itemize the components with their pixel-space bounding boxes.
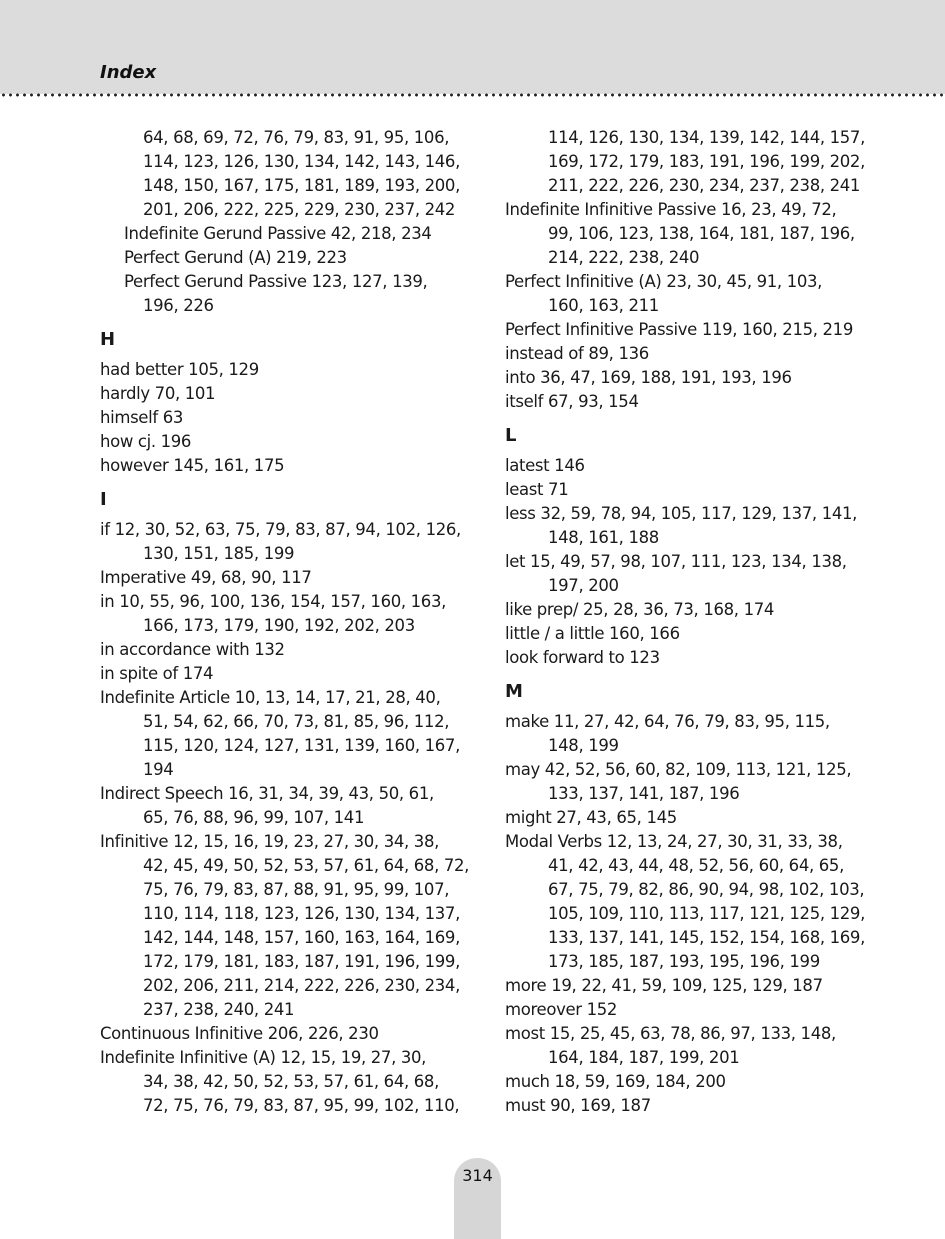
index-entry: Imperative 49, 68, 90, 117 xyxy=(100,568,312,587)
index-entry-continuation: 99, 106, 123, 138, 164, 181, 187, 196, xyxy=(548,224,855,243)
index-entry: into 36, 47, 169, 188, 191, 193, 196 xyxy=(505,368,792,387)
index-entry-continuation: 173, 185, 187, 193, 195, 196, 199 xyxy=(548,952,820,971)
index-entry: himself 63 xyxy=(100,408,183,427)
index-subentry: Indefinite Gerund Passive 42, 218, 234 xyxy=(124,224,432,243)
index-letter-heading: I xyxy=(100,489,107,510)
index-entry-continuation: 41, 42, 43, 44, 48, 52, 56, 60, 64, 65, xyxy=(548,856,844,875)
index-entry-continuation: 130, 151, 185, 199 xyxy=(143,544,295,563)
index-entry-continuation: 148, 199 xyxy=(548,736,619,755)
index-entry-continuation: 169, 172, 179, 183, 191, 196, 199, 202, xyxy=(548,152,865,171)
index-entry-continuation: 164, 184, 187, 199, 201 xyxy=(548,1048,740,1067)
page-header xyxy=(0,0,945,94)
index-entry: might 27, 43, 65, 145 xyxy=(505,808,677,827)
dotted-divider xyxy=(0,92,945,98)
index-entry-continuation: 194 xyxy=(143,760,174,779)
index-entry-continuation: 110, 114, 118, 123, 126, 130, 134, 137, xyxy=(143,904,460,923)
index-letter-heading: M xyxy=(505,681,523,702)
index-entry: Indefinite Article 10, 13, 14, 17, 21, 28, 40, xyxy=(100,688,441,707)
index-entry-continuation: 201, 206, 222, 225, 229, 230, 237, 242 xyxy=(143,200,456,219)
index-entry: Indefinite Infinitive (A) 12, 15, 19, 27, 30, xyxy=(100,1048,427,1067)
index-entry: must 90, 169, 187 xyxy=(505,1096,651,1115)
index-entry: let 15, 49, 57, 98, 107, 111, 123, 134, 138, xyxy=(505,552,847,571)
index-entry: moreover 152 xyxy=(505,1000,618,1019)
index-entry: less 32, 59, 78, 94, 105, 117, 129, 137, 141, xyxy=(505,504,858,523)
index-entry-continuation: 196, 226 xyxy=(143,296,214,315)
index-entry: least 71 xyxy=(505,480,569,499)
index-entry: however 145, 161, 175 xyxy=(100,456,285,475)
index-entry-continuation: 115, 120, 124, 127, 131, 139, 160, 167, xyxy=(143,736,460,755)
section-title: Index xyxy=(100,62,157,83)
index-entry: most 15, 25, 45, 63, 78, 86, 97, 133, 148, xyxy=(505,1024,836,1043)
index-entry-continuation: 72, 75, 76, 79, 83, 87, 95, 99, 102, 110, xyxy=(143,1096,460,1115)
index-entry-continuation: 51, 54, 62, 66, 70, 73, 81, 85, 96, 112, xyxy=(143,712,450,731)
index-column-left xyxy=(100,126,470,1118)
index-entry: more 19, 22, 41, 59, 109, 125, 129, 187 xyxy=(505,976,823,995)
index-entry: latest 146 xyxy=(505,456,585,475)
index-entry-continuation: 202, 206, 211, 214, 222, 226, 230, 234, xyxy=(143,976,460,995)
index-entry: itself 67, 93, 154 xyxy=(505,392,639,411)
index-entry: Perfect Infinitive (A) 23, 30, 45, 91, 103, xyxy=(505,272,823,291)
index-entry-continuation: 65, 76, 88, 96, 99, 107, 141 xyxy=(143,808,365,827)
index-entry: make 11, 27, 42, 64, 76, 79, 83, 95, 115, xyxy=(505,712,830,731)
index-entry: if 12, 30, 52, 63, 75, 79, 83, 87, 94, 102, 126, xyxy=(100,520,461,539)
index-entry: Indirect Speech 16, 31, 34, 39, 43, 50, 61, xyxy=(100,784,434,803)
index-entry: Indefinite Infinitive Passive 16, 23, 49, 72, xyxy=(505,200,837,219)
index-entry: little / a little 160, 166 xyxy=(505,624,680,643)
index-entry: in accordance with 132 xyxy=(100,640,285,659)
index-entry-continuation: 75, 76, 79, 83, 87, 88, 91, 95, 99, 107, xyxy=(143,880,450,899)
index-entry: look forward to 123 xyxy=(505,648,660,667)
index-entry-continuation: 133, 137, 141, 145, 152, 154, 168, 169, xyxy=(548,928,865,947)
index-entry-continuation: 67, 75, 79, 82, 86, 90, 94, 98, 102, 103, xyxy=(548,880,865,899)
index-entry-continuation: 114, 123, 126, 130, 134, 142, 143, 146, xyxy=(143,152,460,171)
index-entry-continuation: 105, 109, 110, 113, 117, 121, 125, 129, xyxy=(548,904,865,923)
index-entry-continuation: 211, 222, 226, 230, 234, 237, 238, 241 xyxy=(548,176,861,195)
index-letter-heading: L xyxy=(505,425,517,446)
index-entry: like prep/ 25, 28, 36, 73, 168, 174 xyxy=(505,600,775,619)
index-entry: Infinitive 12, 15, 16, 19, 23, 27, 30, 34, 38, xyxy=(100,832,439,851)
index-entry-continuation: 166, 173, 179, 190, 192, 202, 203 xyxy=(143,616,415,635)
index-entry-continuation: 114, 126, 130, 134, 139, 142, 144, 157, xyxy=(548,128,865,147)
page-number: 314 xyxy=(462,1166,493,1185)
index-entry: may 42, 52, 56, 60, 82, 109, 113, 121, 125, xyxy=(505,760,852,779)
index-entry: Perfect Infinitive Passive 119, 160, 215, 219 xyxy=(505,320,853,339)
index-subentry: Perfect Gerund (A) 219, 223 xyxy=(124,248,347,267)
index-entry: how cj. 196 xyxy=(100,432,192,451)
index-entry-continuation: 148, 161, 188 xyxy=(548,528,659,547)
index-entry-continuation: 160, 163, 211 xyxy=(548,296,659,315)
index-entry: hardly 70, 101 xyxy=(100,384,216,403)
index-entry-continuation: 172, 179, 181, 183, 187, 191, 196, 199, xyxy=(143,952,460,971)
index-entry-continuation: 197, 200 xyxy=(548,576,619,595)
index-entry: had better 105, 129 xyxy=(100,360,259,379)
index-entry-continuation: 133, 137, 141, 187, 196 xyxy=(548,784,740,803)
index-column-right xyxy=(505,126,865,1118)
index-letter-heading: H xyxy=(100,329,116,350)
index-entry-continuation: 64, 68, 69, 72, 76, 79, 83, 91, 95, 106, xyxy=(143,128,450,147)
index-entry-continuation: 237, 238, 240, 241 xyxy=(143,1000,295,1019)
index-entry-continuation: 214, 222, 238, 240 xyxy=(548,248,700,267)
index-entry-continuation: 142, 144, 148, 157, 160, 163, 164, 169, xyxy=(143,928,460,947)
index-entry: instead of 89, 136 xyxy=(505,344,649,363)
index-entry: in 10, 55, 96, 100, 136, 154, 157, 160, 163, xyxy=(100,592,446,611)
index-entry-continuation: 148, 150, 167, 175, 181, 189, 193, 200, xyxy=(143,176,460,195)
index-entry: in spite of 174 xyxy=(100,664,214,683)
index-subentry: Perfect Gerund Passive 123, 127, 139, xyxy=(124,272,428,291)
index-entry: Modal Verbs 12, 13, 24, 27, 30, 31, 33, 38, xyxy=(505,832,843,851)
index-entry-continuation: 42, 45, 49, 50, 52, 53, 57, 61, 64, 68, 72, xyxy=(143,856,470,875)
index-entry: Continuous Infinitive 206, 226, 230 xyxy=(100,1024,379,1043)
index-entry-continuation: 34, 38, 42, 50, 52, 53, 57, 61, 64, 68, xyxy=(143,1072,439,1091)
index-entry: much 18, 59, 169, 184, 200 xyxy=(505,1072,726,1091)
